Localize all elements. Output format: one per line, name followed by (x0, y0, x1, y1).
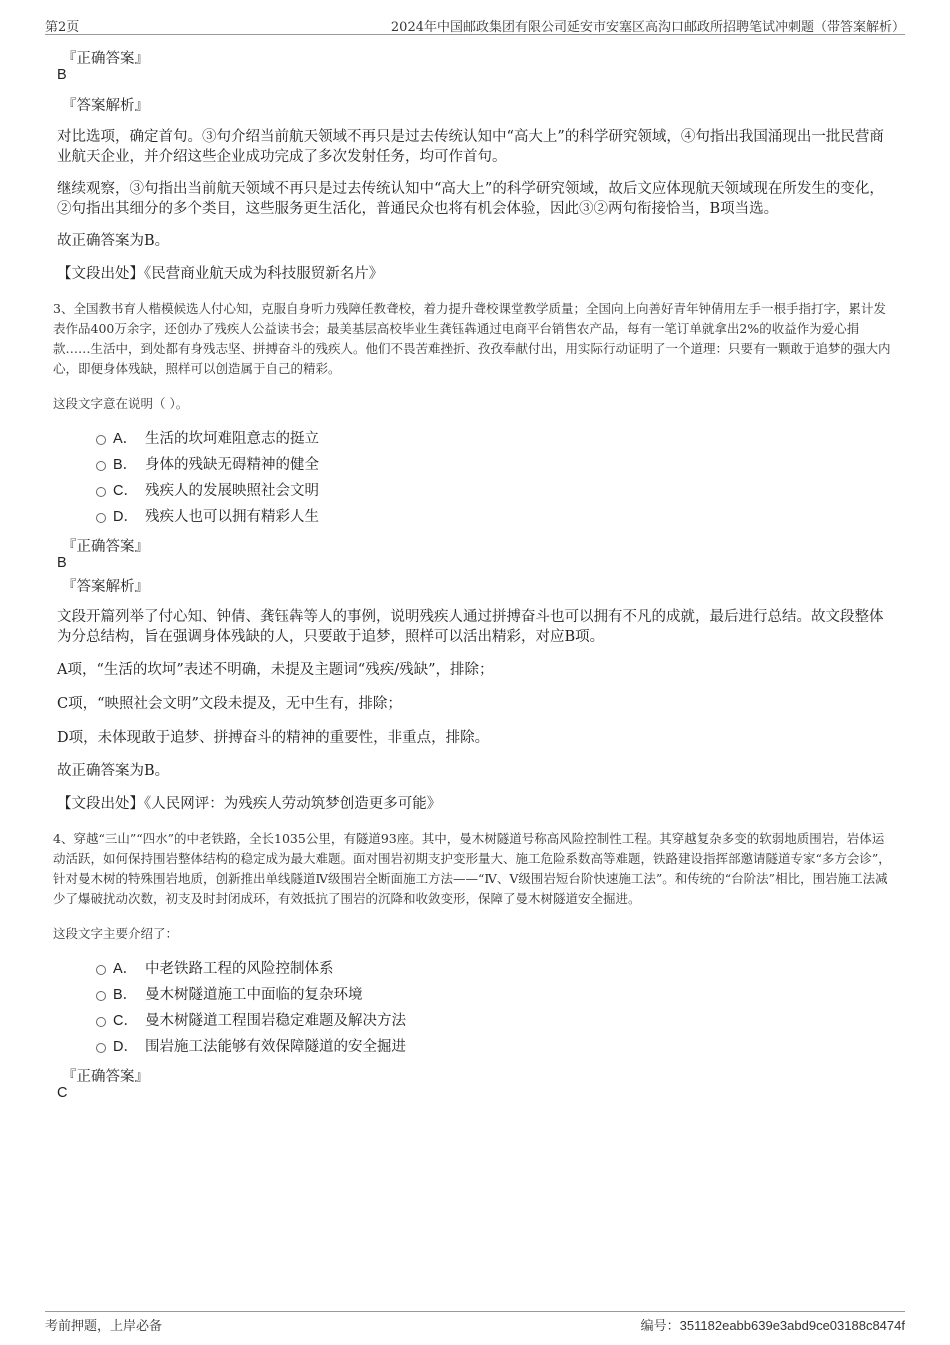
question-stem: 3、全国教书育人楷模候选人付心知，克服自身听力残障任教聋校，着力提升聋校课堂教学质量；全国向上向善好青年钟倩用左手一根手指打字，累计发表作品400万余字，还创办了残疾人公益读书会；最美基层高校毕业生龚钰犇通过电商平台销售农产品，每有一笔订单就拿出2%的收益作为爱心捐款……生活中，到处都有身残志坚、拼搏奋斗的残疾人。他们不畏苦难挫折、孜孜奉献付出，用实际行动证明了一个道理：只要有一颗敢于追梦的强大内心，即便身体残缺，照样可以创造属于自己的精彩。 (53, 301, 891, 376)
source-citation: 【文段出处】《人民网评：为残疾人劳动筑梦创造更多可能》 (57, 796, 442, 812)
analysis-option-d: D项，未体现敢于追梦、拼搏奋斗的精神的重要性，非重点，排除。 (57, 730, 490, 746)
option-a[interactable]: A． 中老铁路工程的风险控制体系 (96, 959, 334, 979)
answer-label: 『正确答案』 (62, 51, 149, 67)
analysis-paragraph: 文段开篇列举了付心知、钟倩、龚钰犇等人的事例，说明残疾人通过拼搏奋斗也可以拥有不凡的成就，最后进行总结。故文段整体为分总结构，旨在强调身体残缺的人，只要敢于追梦，照样可以活出精彩，对应B项。 (57, 609, 884, 645)
option-d[interactable]: D． 残疾人也可以拥有精彩人生 (96, 507, 319, 527)
answer-value: C (57, 1085, 68, 1101)
radio-icon[interactable] (96, 991, 106, 1001)
radio-icon[interactable] (96, 1017, 106, 1027)
question-prompt: 这段文字意在说明（ ）。 (53, 396, 189, 411)
answer-label: 『正确答案』 (62, 539, 149, 555)
analysis-label: 『答案解析』 (62, 98, 149, 114)
analysis-conclusion: 故正确答案为B。 (57, 233, 170, 249)
radio-icon[interactable] (96, 435, 106, 445)
radio-icon[interactable] (96, 965, 106, 975)
analysis-label: 『答案解析』 (62, 579, 149, 595)
option-d[interactable]: D． 围岩施工法能够有效保障隧道的安全掘进 (96, 1037, 406, 1057)
option-b[interactable]: B． 身体的残缺无碍精神的健全 (96, 455, 319, 475)
question-stem: 4、穿越“三山”“四水”的中老铁路，全长1035公里，有隧道93座。其中，曼木树隧道号称高风险控制性工程。其穿越复杂多变的软弱地质围岩，岩体运动活跃，如何保持围岩整体结构的稳定成为最大难题。面对围岩初期支护变形量大、施工危险系数高等难题，铁路建设指挥部邀请隧道专家“多方会诊”，针对曼木树的特殊围岩地质，创新推出单线隧道Ⅳ级围岩全断面施工方法——“Ⅳ、Ⅴ级围岩短台阶快速施工法”。和传统的“台阶法”相比，围岩施工法减少了爆破扰动次数，初支及时封闭成环，有效抵抗了围岩的沉降和收敛变形，保障了曼木树隧道安全掘进。 (53, 831, 891, 906)
answer-value: B (57, 555, 67, 571)
analysis-paragraph: 对比选项，确定首句。③句介绍当前航天领域不再只是过去传统认知中“高大上”的科学研究领域，④句指出我国涌现出一批民营商业航天企业，并介绍这些企业成功完成了多次发射任务，均可作首句。 (57, 129, 884, 165)
analysis-option-a: A项，“生活的坎坷”表述不明确，未提及主题词“残疾/残缺”，排除； (57, 662, 494, 678)
source-citation: 【文段出处】《民营商业航天成为科技服贸新名片》 (57, 266, 384, 282)
page-header (45, 14, 905, 35)
analysis-paragraph: 继续观察，③句指出当前航天领域不再只是过去传统认知中“高大上”的科学研究领域，故后文应体现航天领域现在所发生的变化，②句指出其细分的多个类目，这些服务更生活化，普通民众也将有机会体验，因此③②两句衔接恰当，B项当选。 (57, 181, 884, 217)
page-footer (45, 1311, 905, 1334)
option-a[interactable]: A． 生活的坎坷难阻意志的挺立 (96, 429, 319, 449)
question-prompt: 这段文字主要介绍了： (53, 926, 179, 941)
radio-icon[interactable] (96, 1043, 106, 1053)
option-c[interactable]: C． 残疾人的发展映照社会文明 (96, 481, 319, 501)
answer-label: 『正确答案』 (62, 1069, 149, 1085)
document-code: 编号：351182eabb639e3abd9ce03188c8474f (640, 1318, 905, 1333)
radio-icon[interactable] (96, 487, 106, 497)
radio-icon[interactable] (96, 461, 106, 471)
answer-value: B (57, 67, 67, 83)
page-number: 第2页 (45, 20, 80, 35)
radio-icon[interactable] (96, 513, 106, 523)
option-b[interactable]: B． 曼木树隧道施工中面临的复杂环境 (96, 985, 363, 1005)
document-title: 2024年中国邮政集团有限公司延安市安塞区高沟口邮政所招聘笔试冲刺题（带答案解析） (390, 20, 905, 35)
option-c[interactable]: C． 曼木树隧道工程围岩稳定难题及解决方法 (96, 1011, 406, 1031)
footer-slogan: 考前押题，上岸必备 (45, 1319, 163, 1334)
analysis-conclusion: 故正确答案为B。 (57, 763, 170, 779)
analysis-option-c: C项，“映照社会文明”文段未提及，无中生有，排除； (57, 696, 402, 712)
